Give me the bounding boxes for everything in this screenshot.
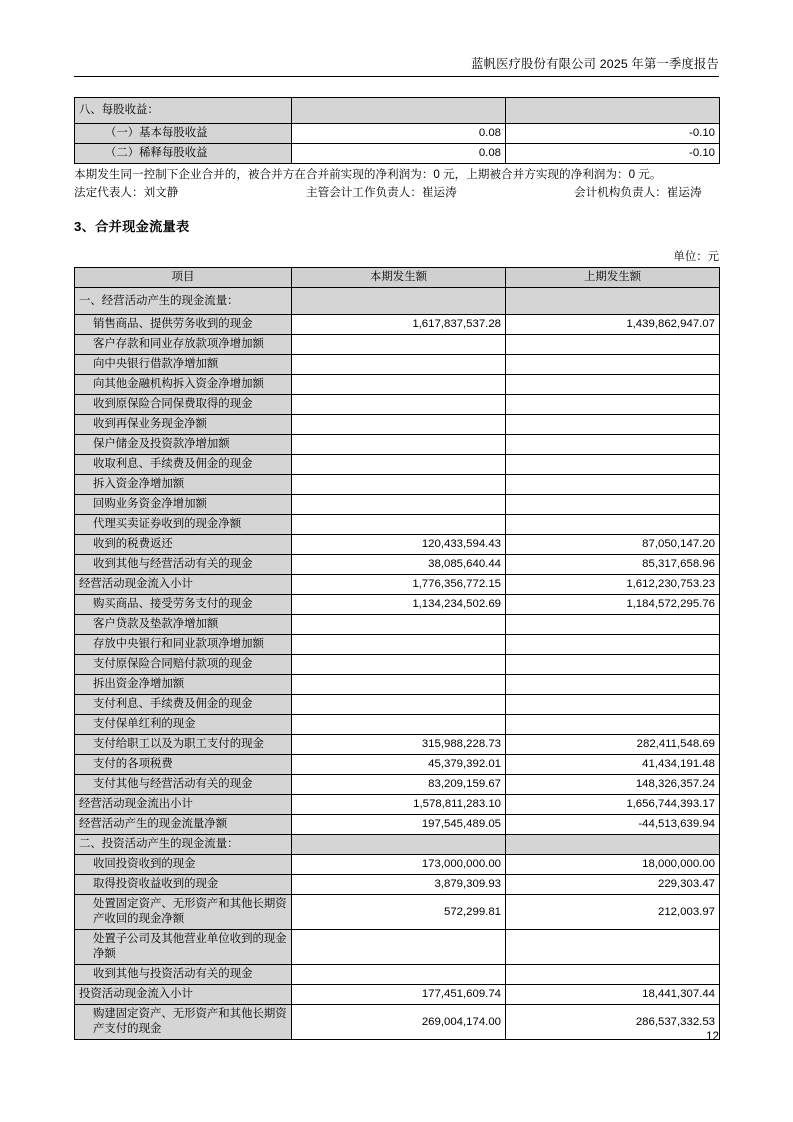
table-row	[75, 475, 720, 495]
row-value-prior: -0.10	[506, 144, 720, 164]
row-value-prior: 18,441,307.44	[506, 985, 720, 1005]
row-label: 处置子公司及其他营业单位收到的现金净额	[75, 930, 292, 965]
row-value-current: 120,433,594.43	[292, 535, 506, 555]
row-label: 收到其他与投资活动有关的现金	[75, 965, 292, 985]
row-value-prior	[506, 475, 720, 495]
table-header-row	[75, 268, 720, 288]
table-row	[75, 795, 720, 815]
table-row	[75, 715, 720, 735]
row-label: 代理买卖证券收到的现金净额	[75, 515, 292, 535]
row-value-current: 0.08	[292, 124, 506, 144]
accounting-head: 主管会计工作负责人：崔运涛	[306, 185, 457, 199]
row-value-prior	[506, 515, 720, 535]
row-label: 收到其他与经营活动有关的现金	[75, 555, 292, 575]
row-value-prior: 286,537,332.53	[506, 1005, 720, 1040]
row-label: 经营活动现金流出小计	[75, 795, 292, 815]
row-label: 拆入资金净增加额	[75, 475, 292, 495]
row-label: （二）稀释每股收益	[75, 144, 292, 164]
row-label: 客户存款和同业存放款项净增加额	[75, 335, 292, 355]
row-value-prior	[506, 395, 720, 415]
table-row	[75, 930, 720, 965]
accounting-org-head: 会计机构负责人：崔运涛	[574, 185, 702, 199]
table-row	[75, 695, 720, 715]
table-row	[75, 775, 720, 795]
row-label: 销售商品、提供劳务收到的现金	[75, 315, 292, 335]
row-value-prior	[506, 375, 720, 395]
cashflow-statement-table	[74, 267, 720, 1040]
row-value-current: 45,379,392.01	[292, 755, 506, 775]
row-value-current	[292, 335, 506, 355]
table-row	[75, 415, 720, 435]
row-value-prior: 212,003.97	[506, 895, 720, 930]
row-value-prior: 229,303.47	[506, 875, 720, 895]
row-label: 支付保单红利的现金	[75, 715, 292, 735]
eps-table	[74, 97, 720, 164]
row-value-prior	[506, 675, 720, 695]
table-row	[75, 985, 720, 1005]
row-value-current	[292, 395, 506, 415]
table-row	[75, 124, 720, 144]
row-value-prior	[506, 355, 720, 375]
row-value-prior	[506, 715, 720, 735]
row-label: 回购业务资金净增加额	[75, 495, 292, 515]
row-value-current	[292, 375, 506, 395]
row-value-prior	[506, 655, 720, 675]
row-label: 客户贷款及垫款净增加额	[75, 615, 292, 635]
table-row	[75, 515, 720, 535]
row-value-current: 38,085,640.44	[292, 555, 506, 575]
table-row	[75, 895, 720, 930]
row-value-current: 269,004,174.00	[292, 1005, 506, 1040]
table-row	[75, 815, 720, 835]
table-row	[75, 755, 720, 775]
row-label: 收回投资收到的现金	[75, 855, 292, 875]
row-value-current	[292, 98, 506, 124]
row-label: 经营活动产生的现金流量净额	[75, 815, 292, 835]
row-value-prior: -0.10	[506, 124, 720, 144]
row-value-prior	[506, 635, 720, 655]
column-header-prior: 上期发生额	[506, 268, 720, 288]
row-label: 购买商品、接受劳务支付的现金	[75, 595, 292, 615]
table-row	[75, 835, 720, 855]
table-row	[75, 98, 720, 124]
row-value-current: 1,617,837,537.28	[292, 315, 506, 335]
row-label: 收到原保险合同保费取得的现金	[75, 395, 292, 415]
page-number: 12	[706, 1030, 719, 1043]
row-label: 一、经营活动产生的现金流量：	[75, 288, 292, 315]
row-value-prior: 148,326,357.24	[506, 775, 720, 795]
row-label: 收取利息、手续费及佣金的现金	[75, 455, 292, 475]
table-row	[75, 555, 720, 575]
row-value-current	[292, 675, 506, 695]
row-value-prior	[506, 288, 720, 315]
row-value-prior: 1,184,572,295.76	[506, 595, 720, 615]
table-row	[75, 575, 720, 595]
row-label: 二、投资活动产生的现金流量：	[75, 835, 292, 855]
row-label: 八、每股收益：	[75, 98, 292, 124]
table-row	[75, 595, 720, 615]
row-value-current: 173,000,000.00	[292, 855, 506, 875]
row-value-current: 315,988,228.73	[292, 735, 506, 755]
row-label: 支付原保险合同赔付款项的现金	[75, 655, 292, 675]
row-value-current: 83,209,159.67	[292, 775, 506, 795]
row-value-prior: 282,411,548.69	[506, 735, 720, 755]
row-label: 向其他金融机构拆入资金净增加额	[75, 375, 292, 395]
row-value-prior: 1,656,744,393.17	[506, 795, 720, 815]
row-value-prior	[506, 495, 720, 515]
row-value-current	[292, 615, 506, 635]
row-value-prior: 1,439,862,947.07	[506, 315, 720, 335]
row-value-prior: -44,513,639.94	[506, 815, 720, 835]
row-label: 存放中央银行和同业款项净增加额	[75, 635, 292, 655]
signatory-line	[74, 184, 719, 202]
row-label: 支付给职工以及为职工支付的现金	[75, 735, 292, 755]
row-label: 保户储金及投资款净增加额	[75, 435, 292, 455]
row-value-current: 572,299.81	[292, 895, 506, 930]
row-label: （一）基本每股收益	[75, 124, 292, 144]
row-value-current	[292, 415, 506, 435]
row-value-prior	[506, 455, 720, 475]
row-value-current	[292, 355, 506, 375]
row-value-prior: 41,434,191.48	[506, 755, 720, 775]
eps-table-wrapper	[74, 97, 720, 164]
table-row	[75, 395, 720, 415]
row-value-current	[292, 288, 506, 315]
merger-note: 本期发生同一控制下企业合并的，被合并方在合并前实现的净利润为：0 元，上期被合并方实现的净利润为：0 元。	[74, 168, 662, 181]
section-title: 3、合并现金流量表	[74, 219, 190, 234]
row-value-prior	[506, 415, 720, 435]
row-value-prior	[506, 335, 720, 355]
row-value-prior	[506, 435, 720, 455]
table-row	[75, 635, 720, 655]
row-label: 经营活动现金流入小计	[75, 575, 292, 595]
page-header	[74, 56, 719, 77]
row-value-current: 1,578,811,283.10	[292, 795, 506, 815]
row-label: 购建固定资产、无形资产和其他长期资产支付的现金	[75, 1005, 292, 1040]
column-header-current: 本期发生额	[292, 268, 506, 288]
row-label: 支付其他与经营活动有关的现金	[75, 775, 292, 795]
row-value-prior: 87,050,147.20	[506, 535, 720, 555]
row-value-current: 1,134,234,502.69	[292, 595, 506, 615]
table-row	[75, 735, 720, 755]
row-value-prior	[506, 835, 720, 855]
row-value-current	[292, 475, 506, 495]
table-row	[75, 455, 720, 475]
row-value-prior	[506, 98, 720, 124]
row-value-prior: 85,317,658.96	[506, 555, 720, 575]
row-value-current: 197,545,489.05	[292, 815, 506, 835]
column-header-item: 项目	[75, 268, 292, 288]
table-row	[75, 855, 720, 875]
table-row	[75, 615, 720, 635]
row-value-current	[292, 715, 506, 735]
row-value-current	[292, 495, 506, 515]
row-label: 处置固定资产、无形资产和其他长期资产收回的现金净额	[75, 895, 292, 930]
row-value-prior	[506, 695, 720, 715]
row-label: 取得投资收益收到的现金	[75, 875, 292, 895]
row-label: 收到的税费返还	[75, 535, 292, 555]
table-row	[75, 315, 720, 335]
row-value-current	[292, 515, 506, 535]
row-value-current	[292, 635, 506, 655]
table-row	[75, 355, 720, 375]
table-row	[75, 965, 720, 985]
table-row	[75, 435, 720, 455]
header-divider	[74, 76, 719, 77]
row-value-prior: 18,000,000.00	[506, 855, 720, 875]
table-row	[75, 655, 720, 675]
row-value-current: 0.08	[292, 144, 506, 164]
row-value-current: 3,879,309.93	[292, 875, 506, 895]
table-row	[75, 535, 720, 555]
unit-note: 单位：元	[673, 251, 719, 263]
row-label: 支付利息、手续费及佣金的现金	[75, 695, 292, 715]
row-value-current: 177,451,609.74	[292, 985, 506, 1005]
row-value-current	[292, 835, 506, 855]
table-row	[75, 335, 720, 355]
row-value-current	[292, 965, 506, 985]
statement-notes	[74, 166, 719, 201]
table-row	[75, 375, 720, 395]
row-value-current	[292, 930, 506, 965]
row-value-current	[292, 435, 506, 455]
table-row	[75, 675, 720, 695]
row-value-prior: 1,612,230,753.23	[506, 575, 720, 595]
row-label: 向中央银行借款净增加额	[75, 355, 292, 375]
row-value-current	[292, 655, 506, 675]
row-label: 收到再保业务现金净额	[75, 415, 292, 435]
row-value-prior	[506, 615, 720, 635]
running-title: 蓝帆医疗股份有限公司 2025 年第一季度报告	[471, 57, 719, 71]
row-value-current	[292, 455, 506, 475]
table-row	[75, 875, 720, 895]
row-value-current: 1,776,356,772.15	[292, 575, 506, 595]
legal-representative: 法定代表人：刘文静	[74, 185, 179, 199]
cashflow-table-wrapper	[74, 267, 720, 1040]
row-label: 支付的各项税费	[75, 755, 292, 775]
row-value-prior	[506, 965, 720, 985]
row-value-prior	[506, 930, 720, 965]
row-label: 投资活动现金流入小计	[75, 985, 292, 1005]
table-row	[75, 288, 720, 315]
row-label: 拆出资金净增加额	[75, 675, 292, 695]
table-row	[75, 144, 720, 164]
row-value-current	[292, 695, 506, 715]
table-row	[75, 495, 720, 515]
